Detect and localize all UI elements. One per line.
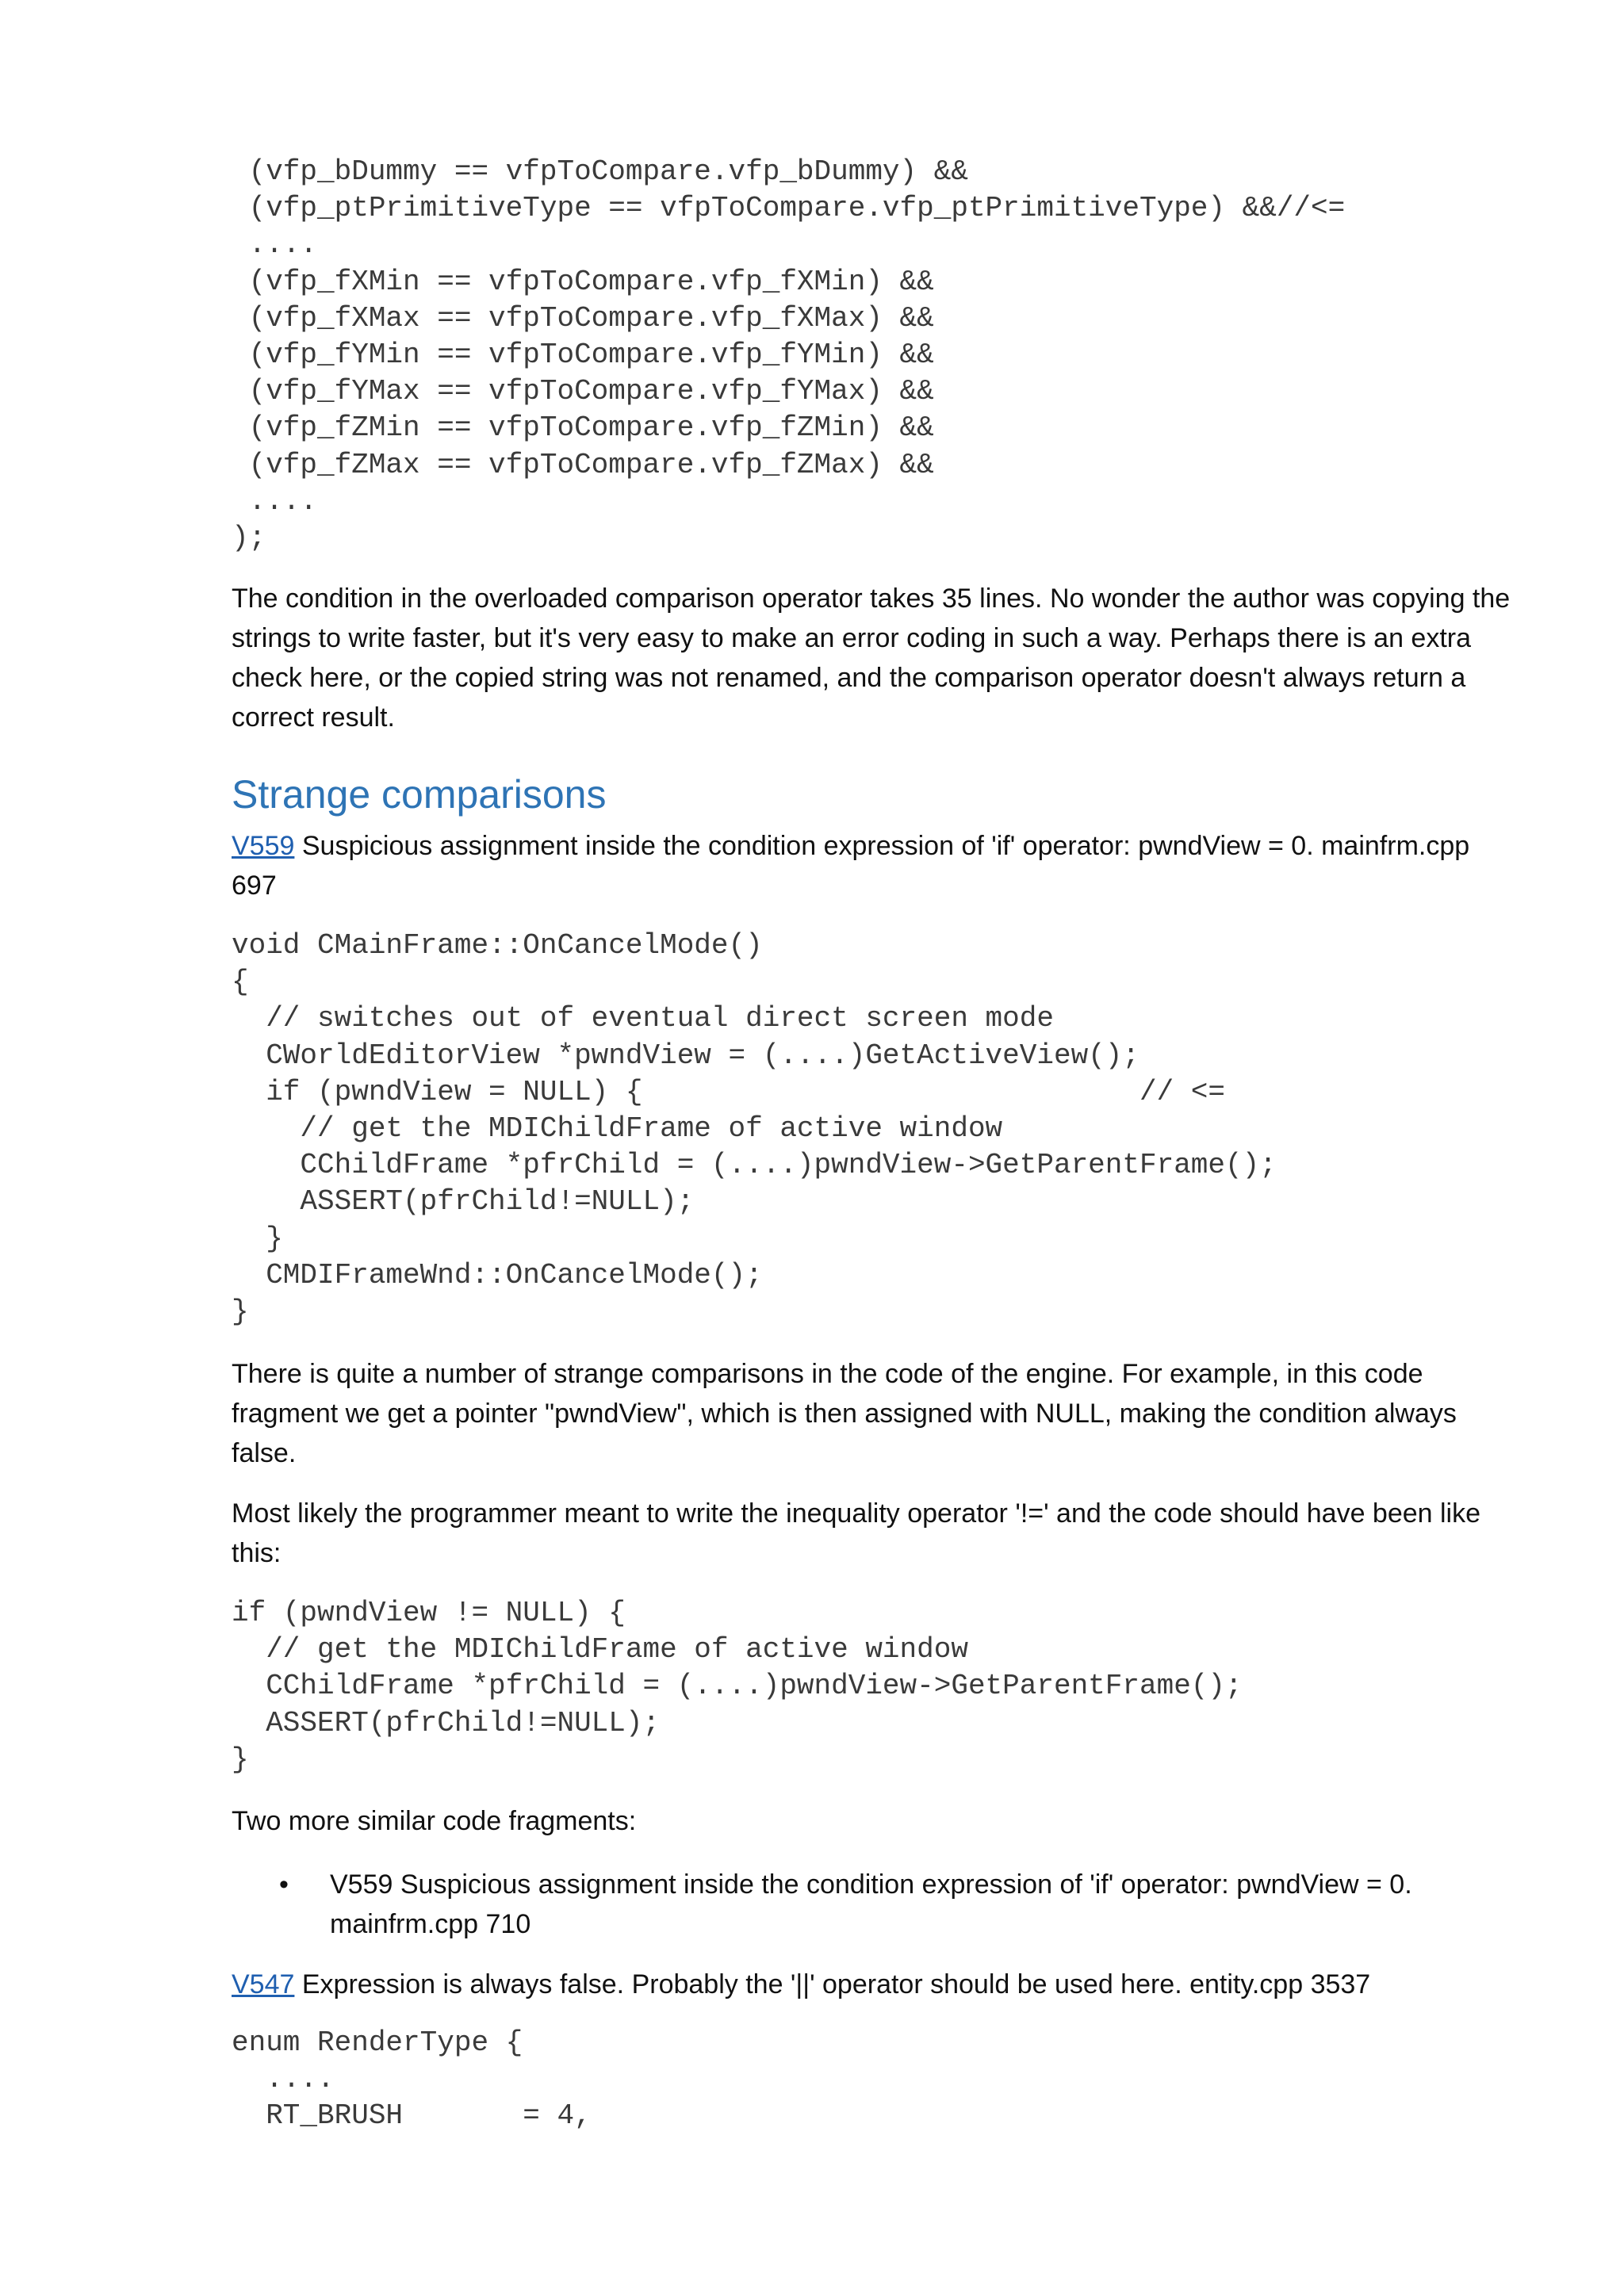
bullet-item-v559: V559 Suspicious assignment inside the condition expression of 'if' operator: pwndView = 0. mainfrm.cpp 710 xyxy=(330,1869,1412,1939)
code-line: RT_BRUSH = 4, xyxy=(232,2099,592,2133)
code-line: (vfp_fZMax == vfpToCompare.vfp_fZMax) && xyxy=(232,448,934,481)
code-line: (vfp_fXMax == vfpToCompare.vfp_fXMax) && xyxy=(232,301,934,335)
code-line: // switches out of eventual direct screen mode xyxy=(232,1002,1054,1035)
code-line: CWorldEditorView *pwndView = (....)GetActiveView(); xyxy=(232,1039,1139,1072)
code-line: // get the MDIChildFrame of active window xyxy=(232,1633,968,1667)
code-line: (vfp_fYMin == vfpToCompare.vfp_fYMin) && xyxy=(232,339,934,372)
code-line: enum RenderType { xyxy=(232,2026,523,2059)
diagnostic-v547 xyxy=(232,1965,1516,2004)
diagnostic-link-v559[interactable]: V559 xyxy=(232,831,295,861)
code-block-comparison-operator xyxy=(232,154,1345,557)
code-line: if (pwndView != NULL) { xyxy=(232,1597,626,1629)
code-line: } xyxy=(232,1743,249,1776)
paragraph-condition-35-lines: The condition in the overloaded comparison operator takes 35 lines. No wonder the author was copying the strings to write faster, but it's very easy to make an error coding in such a way. Perhaps there is an extra check here, or the copied string was not renamed, and the comparison operator doesn't always return a correct result. xyxy=(232,584,1511,733)
diagnostic-v559-text: Suspicious assignment inside the condition expression of 'if' operator: pwndView = 0. mainfrm.cpp 697 xyxy=(232,831,1470,901)
code-block-on-cancel-mode xyxy=(232,928,1277,1330)
code-line: .... xyxy=(232,228,318,262)
code-line: ASSERT(pfrChild!=NULL); xyxy=(232,1706,661,1739)
code-line: } xyxy=(232,1295,249,1329)
section-heading-strange-comparisons: Strange comparisons xyxy=(232,772,607,817)
diagnostic-v547-text: Expression is always false. Probably the '||' operator should be used here. entity.cpp 3537 xyxy=(294,1969,1371,1999)
code-line: CMDIFrameWnd::OnCancelMode(); xyxy=(232,1258,763,1292)
code-line: } xyxy=(232,1222,283,1255)
paragraph-strange-comparisons: There is quite a number of strange comparisons in the code of the engine. For example, in this code fragment we get a pointer "pwndView", which is then assigned with NULL, making the condition always false. xyxy=(232,1359,1457,1468)
diagnostic-link-v547[interactable]: V547 xyxy=(232,1969,295,1999)
code-line: ); xyxy=(232,522,266,555)
paragraph-two-more-fragments: Two more similar code fragments: xyxy=(232,1806,637,1836)
code-line: CChildFrame *pfrChild = (....)pwndView->GetParentFrame(); xyxy=(232,1149,1277,1182)
bullet-marker: • xyxy=(279,1869,289,1900)
code-line: ASSERT(pfrChild!=NULL); xyxy=(232,1185,695,1219)
paragraph-inequality-operator: Most likely the programmer meant to write the inequality operator '!=' and the code should have been like this: xyxy=(232,1498,1481,1568)
code-line: (vfp_bDummy == vfpToCompare.vfp_bDummy) && xyxy=(232,155,968,188)
code-line: (vfp_ptPrimitiveType == vfpToCompare.vfp_ptPrimitiveType) &&//<= xyxy=(232,192,1346,225)
code-line: if (pwndView = NULL) { // <= xyxy=(232,1075,1226,1108)
code-block-render-type-enum xyxy=(232,2025,592,2135)
code-line: void CMainFrame::OnCancelMode() xyxy=(232,929,763,962)
code-line: // get the MDIChildFrame of active window xyxy=(232,1112,1003,1146)
code-line: CChildFrame *pfrChild = (....)pwndView->GetParentFrame(); xyxy=(232,1670,1243,1703)
code-line: (vfp_fXMin == vfpToCompare.vfp_fXMin) && xyxy=(232,265,934,298)
diagnostic-v559 xyxy=(232,826,1516,905)
code-line: { xyxy=(232,966,249,999)
code-line: .... xyxy=(232,2063,335,2096)
code-block-fixed-condition xyxy=(232,1595,1243,1778)
code-line: .... xyxy=(232,484,318,518)
code-line: (vfp_fZMin == vfpToCompare.vfp_fZMin) && xyxy=(232,411,934,445)
code-line: (vfp_fYMax == vfpToCompare.vfp_fYMax) && xyxy=(232,375,934,408)
